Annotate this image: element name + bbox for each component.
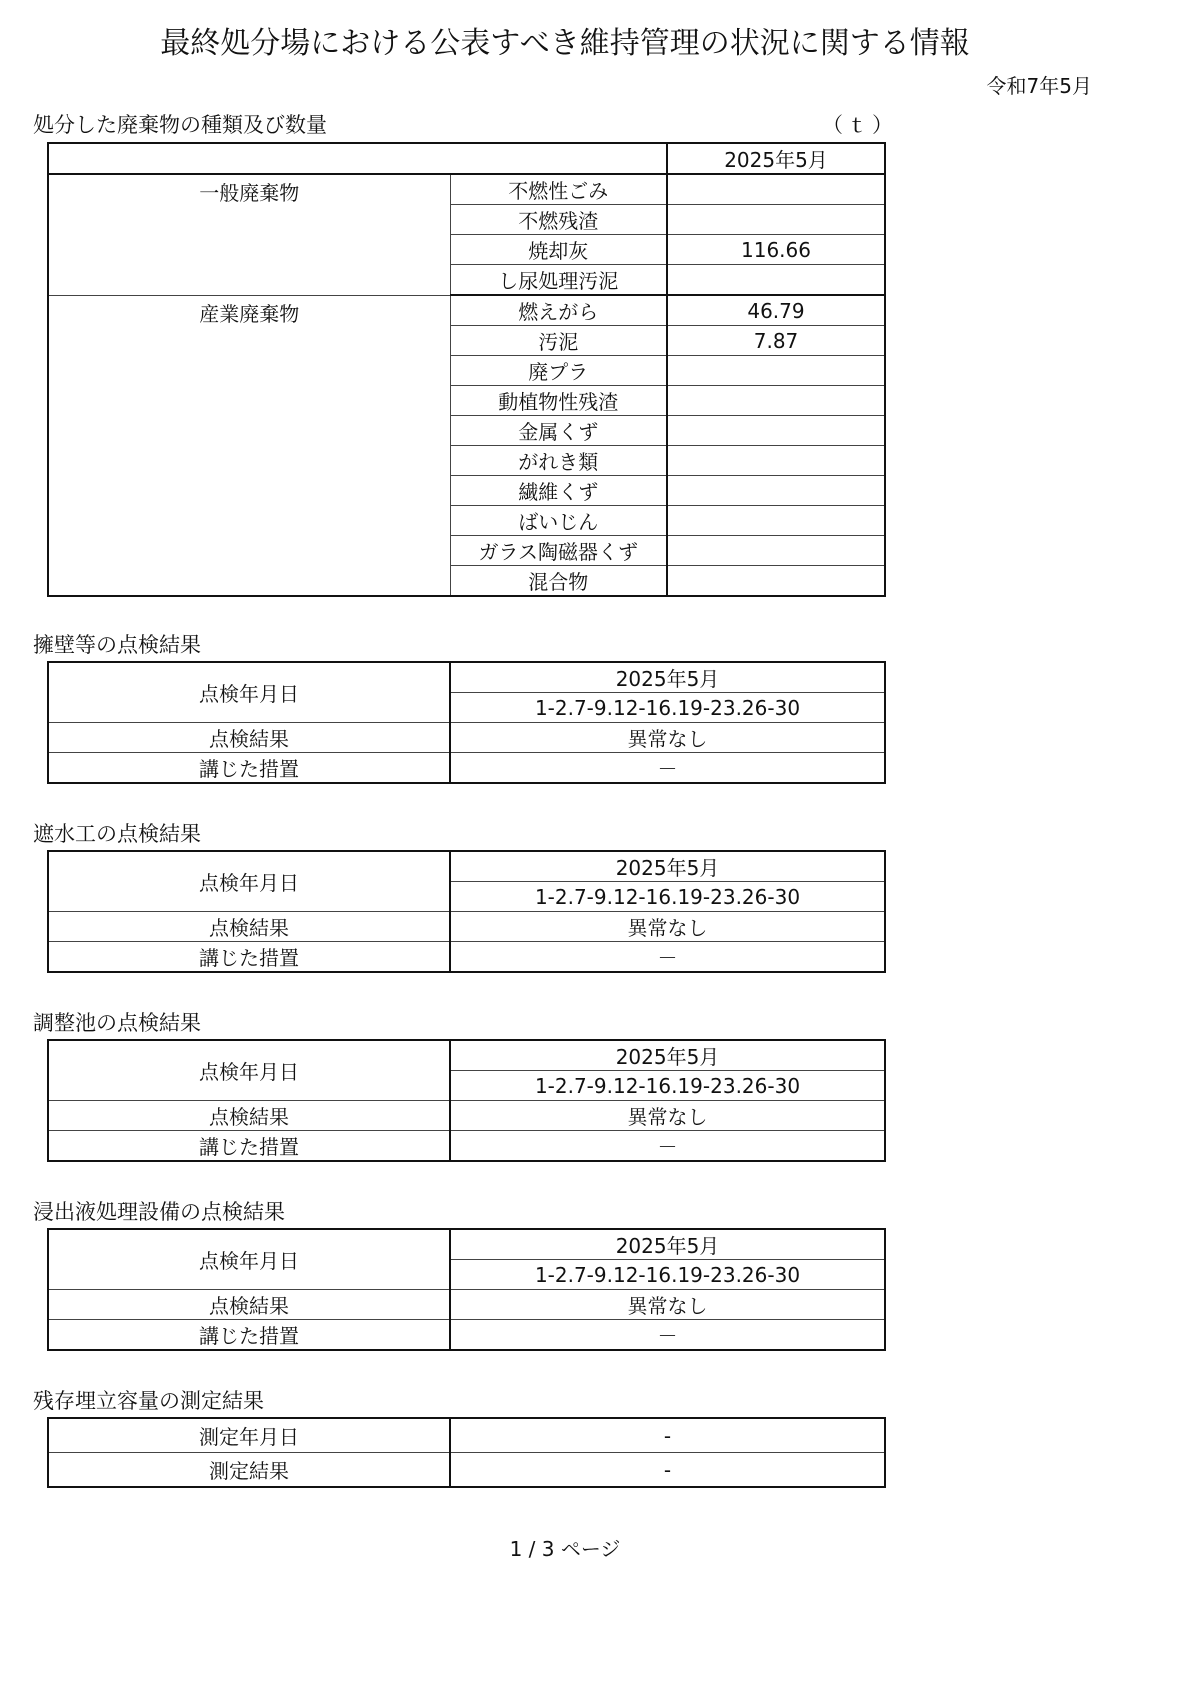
capacity-table: [47, 1417, 886, 1488]
capacity-result-value: -: [450, 1453, 885, 1488]
inspection-result-row: [48, 723, 885, 753]
inspection-days: 1-2.7-9.12-16.19-23.26-30: [450, 1071, 885, 1101]
waste-type: 汚泥: [450, 326, 667, 356]
inspection-month-row: [48, 1229, 885, 1260]
waste-row: [48, 295, 885, 326]
inspection-action: －: [450, 753, 885, 784]
waste-amount: 116.66: [667, 235, 885, 265]
capacity-date-row: [48, 1418, 885, 1453]
inspection-action: －: [450, 1131, 885, 1162]
inspection-action-row: [48, 1320, 885, 1351]
capacity-date-value: -: [450, 1418, 885, 1453]
waste-header-blank: [48, 143, 667, 174]
inspection-action-row: [48, 753, 885, 784]
inspection-action: －: [450, 1320, 885, 1351]
waste-table: [47, 142, 886, 597]
capacity-result-label: 測定結果: [48, 1453, 450, 1488]
capacity-date-label: 測定年月日: [48, 1418, 450, 1453]
inspection-heading: 浸出液処理設備の点検結果: [33, 1200, 285, 1224]
inspection-month: 2025年5月: [450, 1229, 885, 1260]
page-title: 最終処分場における公表すべき維持管理の状況に関する情報: [160, 26, 970, 61]
waste-type: がれき類: [450, 446, 667, 476]
waste-unit: （ｔ）: [822, 113, 897, 137]
waste-type: 焼却灰: [450, 235, 667, 265]
inspection-month-row: [48, 662, 885, 693]
inspection-action-label: 講じた措置: [48, 753, 450, 784]
waste-type: 廃プラ: [450, 356, 667, 386]
waste-amount: [667, 174, 885, 205]
capacity-result-row: [48, 1453, 885, 1488]
inspection-date-label: 点検年月日: [48, 1229, 450, 1290]
waste-amount: [667, 205, 885, 235]
inspection-table: [47, 850, 886, 973]
inspection-table: [47, 1228, 886, 1351]
inspection-result: 異常なし: [450, 723, 885, 753]
waste-amount: [667, 446, 885, 476]
inspection-action-label: 講じた措置: [48, 1131, 450, 1162]
inspection-date-label: 点検年月日: [48, 851, 450, 912]
inspection-table: [47, 1039, 886, 1162]
waste-amount: [667, 356, 885, 386]
waste-amount: [667, 506, 885, 536]
waste-amount: [667, 416, 885, 446]
waste-category: 産業廃棄物: [48, 295, 450, 596]
inspection-action-label: 講じた措置: [48, 1320, 450, 1351]
inspection-month-row: [48, 851, 885, 882]
inspection-heading: 調整池の点検結果: [33, 1011, 201, 1035]
page-number: 1 / 3 ページ: [509, 1537, 621, 1561]
inspection-result-label: 点検結果: [48, 1101, 450, 1131]
capacity-heading: 残存埋立容量の測定結果: [33, 1389, 264, 1413]
waste-amount: [667, 476, 885, 506]
inspection-table: [47, 661, 886, 784]
waste-type: 繊維くず: [450, 476, 667, 506]
inspection-result-label: 点検結果: [48, 1290, 450, 1320]
inspection-month-row: [48, 1040, 885, 1071]
waste-type: 燃えがら: [450, 295, 667, 326]
waste-category: 一般廃棄物: [48, 174, 450, 295]
inspection-days: 1-2.7-9.12-16.19-23.26-30: [450, 693, 885, 723]
inspection-result: 異常なし: [450, 1101, 885, 1131]
waste-type: 混合物: [450, 566, 667, 597]
inspection-heading: 擁壁等の点検結果: [33, 633, 201, 657]
inspection-action-row: [48, 1131, 885, 1162]
inspection-date-label: 点検年月日: [48, 662, 450, 723]
waste-amount: [667, 536, 885, 566]
report-date: 令和7年5月: [986, 74, 1092, 98]
inspection-date-label: 点検年月日: [48, 1040, 450, 1101]
inspection-result-label: 点検結果: [48, 912, 450, 942]
waste-type: 不燃残渣: [450, 205, 667, 235]
inspection-month: 2025年5月: [450, 662, 885, 693]
inspection-heading: 遮水工の点検結果: [33, 822, 201, 846]
inspection-month: 2025年5月: [450, 1040, 885, 1071]
inspection-month: 2025年5月: [450, 851, 885, 882]
waste-header-row: [48, 143, 885, 174]
waste-type: 動植物性残渣: [450, 386, 667, 416]
waste-type: 不燃性ごみ: [450, 174, 667, 205]
waste-type: し尿処理汚泥: [450, 265, 667, 296]
waste-amount: 7.87: [667, 326, 885, 356]
inspection-result: 異常なし: [450, 912, 885, 942]
waste-amount: 46.79: [667, 295, 885, 326]
inspection-days: 1-2.7-9.12-16.19-23.26-30: [450, 882, 885, 912]
inspection-days: 1-2.7-9.12-16.19-23.26-30: [450, 1260, 885, 1290]
waste-period: 2025年5月: [667, 143, 885, 174]
inspection-result-label: 点検結果: [48, 723, 450, 753]
waste-type: 金属くず: [450, 416, 667, 446]
waste-amount: [667, 566, 885, 597]
waste-amount: [667, 265, 885, 296]
inspection-action: －: [450, 942, 885, 973]
inspection-result-row: [48, 1101, 885, 1131]
waste-type: ガラス陶磁器くず: [450, 536, 667, 566]
waste-type: ばいじん: [450, 506, 667, 536]
inspection-result-row: [48, 1290, 885, 1320]
inspection-result-row: [48, 912, 885, 942]
waste-amount: [667, 386, 885, 416]
inspection-action-label: 講じた措置: [48, 942, 450, 973]
waste-row: [48, 174, 885, 205]
inspection-result: 異常なし: [450, 1290, 885, 1320]
waste-heading: 処分した廃棄物の種類及び数量: [33, 113, 327, 137]
inspection-action-row: [48, 942, 885, 973]
